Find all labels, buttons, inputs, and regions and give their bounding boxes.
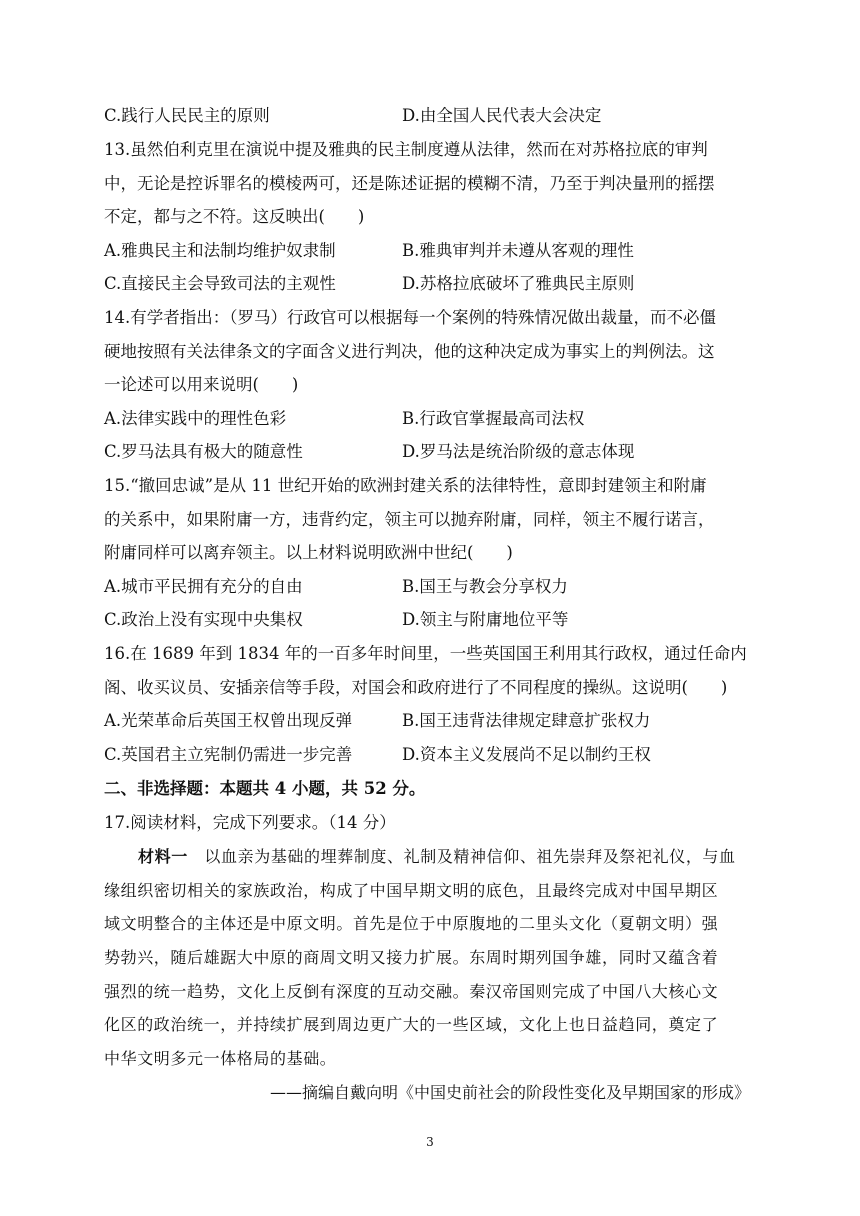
page-number: 3 <box>426 1135 434 1149</box>
material-line-5: 强烈的统一趋势，文化上反倒有深度的互动交融。秦汉帝国则完成了中国八大核心文 <box>104 982 719 1001</box>
q13-stem-line-2: 中，无论是控诉罪名的模棱两可，还是陈述证据的模糊不清，乃至于判决量刑的摇摆 <box>104 174 715 193</box>
q16-option-c: C.英国君主立宪制仍需进一步完善 <box>104 745 353 764</box>
material-line-6: 化区的政治统一，并持续扩展到周边更广大的一些区域，文化上也日益趋同，奠定了 <box>104 1015 719 1034</box>
q12-option-c: C.践行人民民主的原则 <box>104 106 270 125</box>
q15-option-c: C.政治上没有实现中央集权 <box>104 610 303 629</box>
q16-stem-line-1: 16.在 1689 年到 1834 年的一百多年时间里，一些英国国王利用其行政权，通过任命内 <box>104 644 747 663</box>
q17-prompt: 17.阅读材料，完成下列要求。（14 分） <box>104 813 396 832</box>
q13-option-b: B.雅典审判并未遵从客观的理性 <box>402 241 634 260</box>
q14-stem-line-3: 一论述可以用来说明( ) <box>104 375 299 394</box>
q16-option-b: B.国王违背法律规定肆意扩张权力 <box>402 711 651 730</box>
q13-option-a: A.雅典民主和法制均维护奴隶制 <box>104 241 336 260</box>
material-text-1: 以血亲为基础的埋葬制度、礼制及精神信仰、祖先崇拜及祭祀礼仪，与血 <box>204 847 736 866</box>
q15-stem-line-2: 的关系中，如果附庸一方，违背约定，领主可以抛弃附庸，同样，领主不履行诺言， <box>104 510 715 529</box>
material-line-1 <box>138 846 764 868</box>
material-line-3: 域文明整合的主体还是中原文明。首先是位于中原腹地的二里头文化（夏朝文明）强 <box>104 914 719 933</box>
q15-option-a: A.城市平民拥有充分的自由 <box>104 577 303 596</box>
section-heading: 二、非选择题：本题共 4 小题，共 52 分。 <box>104 779 426 798</box>
q14-option-a: A.法律实践中的理性色彩 <box>104 409 287 428</box>
material-line-4: 势勃兴，随后雄踞大中原的商周文明又接力扩展。东周时期列国争雄，同时又蕴含着 <box>104 948 719 967</box>
q13-option-c: C.直接民主会导致司法的主观性 <box>104 274 336 293</box>
material-line-7: 中华文明多元一体格局的基础。 <box>104 1049 337 1068</box>
q14-stem-line-1: 14.有学者指出：（罗马）行政官可以根据每一个案例的特殊情况做出裁量，而不必僵 <box>104 308 716 327</box>
q13-stem-line-3: 不定，都与之不符。这反映出( ) <box>104 207 365 226</box>
material-line-2: 缘组织密切相关的家族政治，构成了中国早期文明的底色，且最终完成对中国早期区 <box>104 881 719 900</box>
q15-option-d: D.领主与附庸地位平等 <box>402 610 569 629</box>
q14-option-c: C.罗马法具有极大的随意性 <box>104 442 303 461</box>
q15-stem-line-1: 15.“撤回忠诚”是从 11 世纪开始的欧洲封建关系的法律特性，意即封建领主和附庸 <box>104 476 707 495</box>
q13-stem-line-1: 13.虽然伯利克里在演说中提及雅典的民主制度遵从法律，然而在对苏格拉底的审判 <box>104 140 708 159</box>
q12-option-d: D.由全国人民代表大会决定 <box>402 106 602 125</box>
q14-option-d: D.罗马法是统治阶级的意志体现 <box>402 442 635 461</box>
q15-stem-line-3: 附庸同样可以离弃领主。以上材料说明欧洲中世纪( ) <box>104 543 513 562</box>
material-source: ——摘编自戴向明《中国史前社会的阶段性变化及早期国家的形成》 <box>269 1083 750 1102</box>
q13-option-d: D.苏格拉底破坏了雅典民主原则 <box>402 274 635 293</box>
q15-option-b: B.国王与教会分享权力 <box>402 577 568 596</box>
material-label: 材料一 <box>138 847 188 866</box>
q16-stem-line-2: 阁、收买议员、安插亲信等手段，对国会和政府进行了不同程度的操纵。这说明( ) <box>104 678 728 697</box>
q14-stem-line-2: 硬地按照有关法律条文的字面含义进行判决，他的这种决定成为事实上的判例法。这 <box>104 342 715 361</box>
q14-option-b: B.行政官掌握最高司法权 <box>402 409 585 428</box>
q16-option-d: D.资本主义发展尚不足以制约王权 <box>402 745 651 764</box>
q16-option-a: A.光荣革命后英国王权曾出现反弹 <box>104 711 353 730</box>
